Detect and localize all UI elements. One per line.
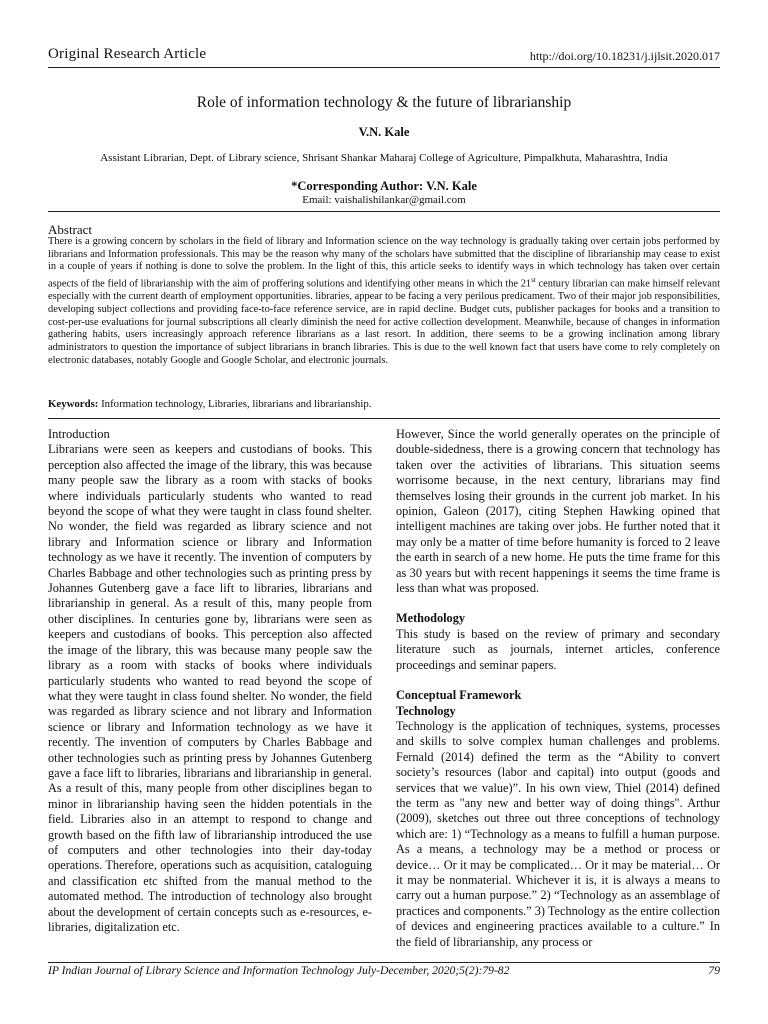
abstract-text-part2: century librarian can make himself relevant especially with the current dearth of employment opportunities. libraries, appear to be facing a very perilous predicament. Two of their major job responsibilities, developing subject collections and providing face-to-face reference service, are in rapid decline. Budget cuts, publisher packages for books and a transition to cost-per-use evaluations for journal subscriptions all clearly diminish the need for active collection development. Meanwhile, because of changes in information gathering habits, users increasingly approach reference librarians as a last resort. In addition, there seems to be a growing inclination among library administrators to question the importance of subject librarians in branch libraries. This is due to the well known fact that users have come to rely completely on electronic databases, notably Google and Google Scholar, and electronic journals. — [48, 278, 720, 366]
right-column — [396, 427, 720, 950]
technology-text: Technology is the application of techniques, systems, processes and skills to solve complex human challenges and problems. Fernald (2014) defined the term as the “Ability to convert society’s resources (labor and capital) into output (goods and services that we value)”. In his own view, Thiel (2014) defined the term as "any new and better way of doing things". Arthur (2009), sketches out three out three conceptions of technology which are: 1) “Technology as a means to fulfill a human purpose. As a means, a technology may be a method or process or device… Or it may be complicated… Or it may be material… Or it may be nonmaterial. Whichever it is, it is always a means to carry out a human purpose.” 2) “Technology as an assemblage of practices and components.” 3) Technology as the entire collection of devices and engineering practices available to a culture.” In the field of librarianship, any process or — [396, 718, 720, 949]
article-type-label: Original Research Article — [48, 46, 207, 62]
keywords-label: Keywords: — [48, 398, 99, 410]
header-divider — [48, 67, 720, 68]
technology-heading: Technology — [396, 703, 456, 718]
spacer — [396, 673, 720, 688]
corresponding-author: *Corresponding Author: V.N. Kale — [291, 179, 477, 193]
title-divider — [48, 211, 720, 212]
introduction-heading: Introduction — [48, 427, 110, 441]
doi-link[interactable]: http://doi.org/10.18231/j.ijlsit.2020.017 — [529, 49, 720, 63]
footer-page-number: 79 — [708, 964, 720, 977]
abstract-text — [48, 236, 720, 368]
article-title: Role of information technology & the future of librarianship — [196, 94, 572, 111]
conceptual-framework-heading: Conceptual Framework — [396, 688, 522, 703]
left-column — [48, 427, 372, 935]
spacer — [396, 596, 720, 611]
abstract-text-part1: There is a growing concern by scholars in the field of library and Information science on the way technology is gradually taking over certain jobs performed by librarians and Information professionals. This may be the reason why many of the scholars have submitted that the discipline of librarianship may cease to exist in a couple of years if nothing is done to solve the problem. In the light of this, this article seeks to identify ways in which technology has taken over certain aspects of the field of librarianship with the aim of proffering solutions and identifying other means in which the 21 — [48, 236, 720, 290]
footer-divider — [48, 962, 720, 963]
author-name: V.N. Kale — [358, 125, 410, 139]
abstract-superscript: st — [531, 276, 536, 285]
author-affiliation: Assistant Librarian, Dept. of Library science, Shrisant Shankar Maharaj College of Agriculture, Pimpalkhuta, Maharashtra, India — [100, 152, 668, 164]
abstract-heading: Abstract — [48, 222, 93, 237]
author-email[interactable]: Email: vaishalishilankar@gmail.com — [302, 194, 466, 206]
keywords-text: Information technology, Libraries, librarians and librarianship. — [98, 398, 372, 410]
methodology-text: This study is based on the review of primary and secondary literature such as journals, internet articles, conference proceedings and seminar papers. — [396, 626, 720, 672]
intro-continuation-text: However, Since the world generally operates on the principle of double-sidedness, there is a growing concern that technology has taken over the activities of librarians. This situation seems worrisome because, in the next century, librarians may find themselves losing their grounds in the current job market. In his opinion, Galeon (2017), citing Stephen Hawking opined that intelligent machines are taking over jobs. He further noted that it may only be a matter of time before humanity is forced to 2 leave the earth in search of a new home. He puts the time frame for this as 30 years but with recent happenings it seems the time frame is less than what was proposed. — [396, 427, 720, 596]
introduction-text: Librarians were seen as keepers and custodians of books. This perception also affected the image of the library, this was because many people saw the library as a room with stacks of books where individuals particularly students who wanted to read beyond the scope of what they were taught in class found shelter. No wonder, the field was regarded as library science and not library and Information science or library and Information technology as we have it recently. The invention of computers by Charles Babbage and other technologies such as printing press by Johannes Gutenberg gave a face lift to libraries, librarians and librarianship in general. As a result of this, many people from other disciplines. In centuries gone by, librarians were seen as keepers and custodians of books. This perception also affected the image of the library, this was because many people saw the library as a room with stacks of books where individuals particularly students who wanted to read beyond the scope of what they were taught in class found shelter. No wonder, the field was regarded as library science and not library and Information science or library and Information technology as we have it recently. The invention of computers by Charles Babbage and other technologies such as printing press by Johannes Gutenberg gave a face lift to libraries, librarians and librarianship in general. As a result of this, many people from other disciplines began to minor in librarianship having seen the hidden potentials in the field. Libraries also in an attempt to respond to change and growth based on the fifth law of librarianship introduced the use of computers and other technologies into their day-today operations. Therefore, operations such as acquisition, cataloguing and classification etc shifted from the manual method to the automated method. The introduction of technology also brought about the development of certain concepts such as e-resources, e-libraries, digitalization etc. — [48, 442, 372, 934]
keywords-line — [48, 398, 371, 410]
footer-journal-citation: IP Indian Journal of Library Science and Information Technology July-December, 2020;5(2):79-82 — [48, 964, 510, 977]
methodology-heading: Methodology — [396, 611, 465, 626]
keywords-divider — [48, 418, 720, 419]
